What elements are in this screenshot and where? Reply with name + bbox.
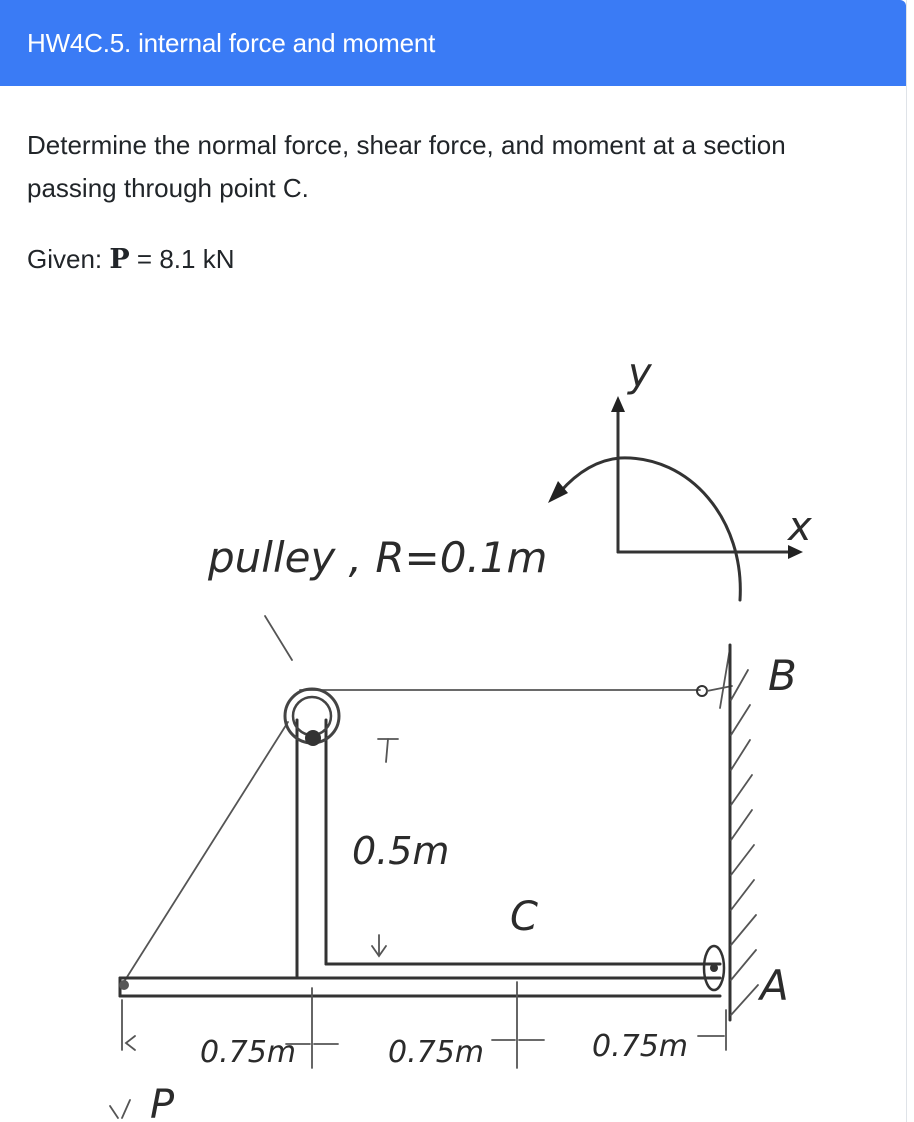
load-arrow-left <box>110 1106 118 1118</box>
coordinate-system <box>548 350 812 600</box>
wall-hatch-3 <box>731 740 750 770</box>
wall-hatch-10 <box>731 985 758 1015</box>
wall-hatch-2 <box>731 705 750 735</box>
b-connector <box>707 686 732 691</box>
load-p <box>110 1082 175 1122</box>
wall-hatch-7 <box>731 880 754 910</box>
vertical-dimension-label: 0.5m <box>352 829 450 873</box>
x-axis-label: x <box>788 504 812 550</box>
pulley-leader-line <box>265 616 292 660</box>
dimension-label-3: 0.75m <box>592 1029 689 1064</box>
pin-left <box>119 980 129 990</box>
problem-diagram <box>0 300 907 1122</box>
question-title: HW4C.5. internal force and moment <box>27 27 436 58</box>
given-variable: P <box>109 244 130 275</box>
dimension-label-2: 0.75m <box>388 1035 485 1070</box>
wall-support <box>730 645 758 1020</box>
wall-hatch-6 <box>731 845 754 875</box>
pulley-hub <box>305 730 321 746</box>
dim-v-top-arrow <box>386 739 388 762</box>
dimension-label-1: 0.75m <box>200 1035 297 1070</box>
given-label: Given: <box>27 244 103 274</box>
pulley-inner <box>293 697 331 735</box>
load-arrow-right <box>122 1100 130 1118</box>
moment-arc <box>560 458 740 600</box>
pulley <box>285 689 339 746</box>
dim-h-arrow-1 <box>126 1036 135 1050</box>
card-header <box>0 0 906 86</box>
question-text: Determine the normal force, shear force, and moment at a section passing through point C. <box>27 130 786 203</box>
wall-hatch-9 <box>731 950 756 980</box>
y-axis-label: y <box>628 350 652 396</box>
point-a-label: A <box>760 961 789 1010</box>
pulley-label: pulley , R=0.1m <box>208 533 548 582</box>
wall-hatch-1 <box>731 670 748 700</box>
point-b-label: B <box>768 651 797 700</box>
horizontal-beam <box>120 978 720 996</box>
pin-b <box>697 686 707 696</box>
cable-diagonal <box>122 722 288 985</box>
wall-hatch-4 <box>731 775 752 805</box>
point-c-label: C <box>510 894 538 940</box>
given-value: = 8.1 kN <box>129 244 235 274</box>
y-axis-arrowhead <box>611 396 625 412</box>
given-line <box>27 238 234 281</box>
load-p-label: P <box>150 1082 175 1122</box>
moment-arrowhead <box>548 481 568 503</box>
wall-hatch-8 <box>731 915 756 945</box>
vertical-dimension <box>352 739 449 956</box>
wall-hatch-5 <box>731 810 752 840</box>
